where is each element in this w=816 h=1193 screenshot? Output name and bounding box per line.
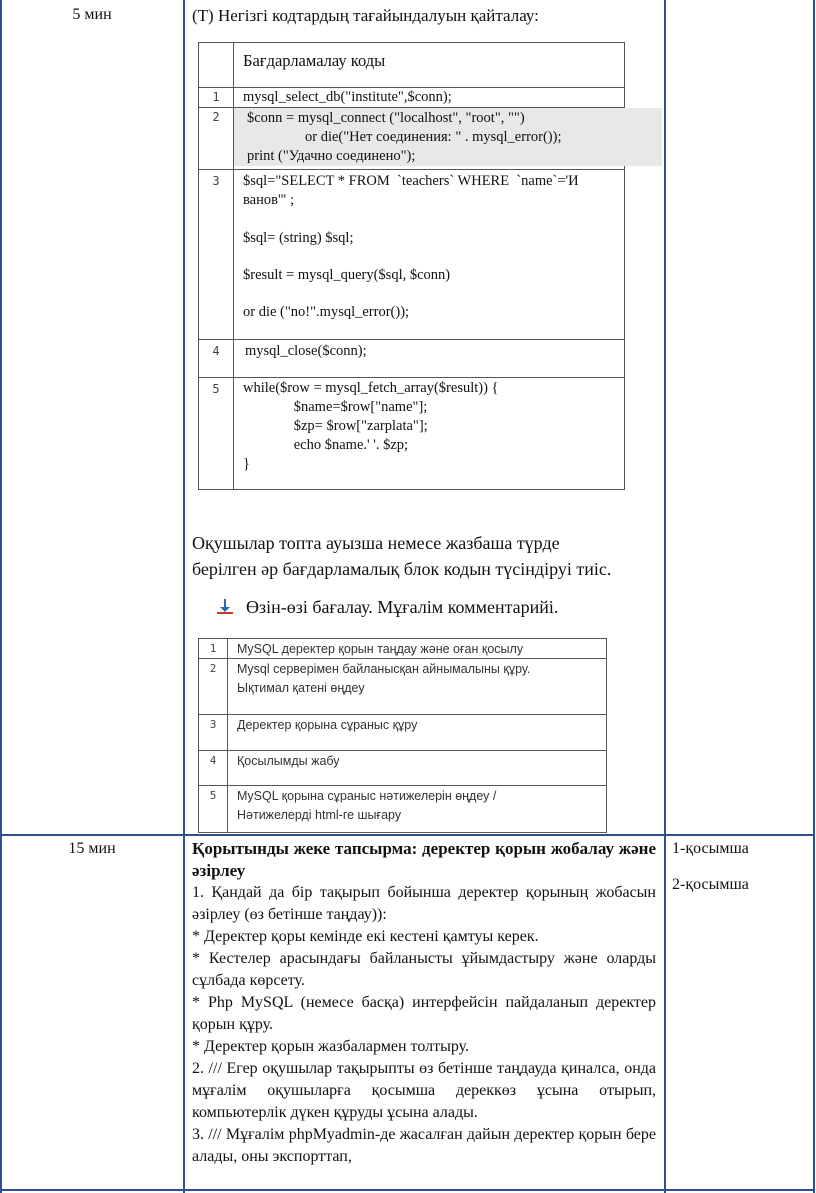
table-border-right bbox=[813, 0, 815, 1193]
code-line: $zp= $row["zarplata"]; bbox=[243, 418, 428, 434]
code-line: $conn = mysql_connect ("localhost", "root", "") bbox=[247, 110, 525, 126]
task-paragraph: 3. /// Мұғалім phpMyadmin-де жасалған дайын деректер қорын бере алады, оны экспорттап, bbox=[192, 1126, 656, 1165]
code-row-number: 3 bbox=[212, 174, 220, 188]
table-border-bottom bbox=[0, 1189, 815, 1191]
answer-line: Қосылымды жабу bbox=[237, 754, 340, 768]
task-paragraph: * Деректер қорын жазбалармен толтыру. bbox=[192, 1038, 470, 1055]
code-line: while($row = mysql_fetch_array($result)) { bbox=[243, 380, 499, 396]
table-border-col1 bbox=[183, 0, 185, 1193]
answer-row-number: 3 bbox=[209, 718, 217, 731]
code-row-number: 2 bbox=[212, 110, 220, 124]
answer-line: MySQL қорына сұраныс нәтижелерін өңдеу / bbox=[237, 789, 497, 803]
code-table-header: Бағдарламалау коды bbox=[243, 51, 386, 70]
task-paragraph: * Деректер қоры кемінде екі кестені қамтуы керек. bbox=[192, 928, 539, 945]
time-cell: 15 мин bbox=[68, 840, 116, 857]
code-row-number: 5 bbox=[212, 382, 220, 396]
resource-link: 1-қосымша bbox=[672, 840, 749, 857]
code-line: } bbox=[243, 456, 250, 472]
task-content bbox=[192, 838, 656, 1168]
table-border-left bbox=[0, 0, 2, 1193]
code-line: or die ("no!".mysql_error()); bbox=[243, 304, 410, 320]
task-paragraph: * Кестелер арасындағы байланысты ұйымдастыру және оларды сұлбада көрсету. bbox=[192, 950, 656, 989]
code-line: mysql_select_db("institute",$conn); bbox=[243, 89, 452, 105]
task-paragraph: * Php MySQL (немесе басқа) интерфейсін пайдаланып деректер қорын құру. bbox=[192, 994, 656, 1033]
instruction-line: берілген әр бағдарламалық блок кодын түсіндіруі тиіс. bbox=[192, 559, 612, 579]
code-line: echo $name.' '. $zp; bbox=[243, 437, 409, 453]
answer-table bbox=[198, 638, 607, 833]
answer-line: Mysql серверімен байланысқан айнымалыны құру. bbox=[237, 662, 531, 676]
code-line: or die("Нет соединения: " . mysql_error()); bbox=[247, 129, 562, 145]
answer-row-number: 2 bbox=[209, 662, 217, 675]
answer-line: Деректер қорына сұраныс құру bbox=[237, 718, 418, 732]
task-paragraph: 2. /// Егер оқушылар тақырыпты өз бетінше таңдауда қиналса, онда мұғалім оқушыларға қосымша дереккөз ұсына отырып, компьютерлік дүкен құруды ұсына алады. bbox=[192, 1060, 656, 1121]
code-line: $sql="SELECT * FROM `teachers` WHERE `name`='И bbox=[243, 173, 579, 189]
code-line: $name=$row["name"]; bbox=[243, 399, 428, 415]
code-row-number: 1 bbox=[212, 90, 220, 104]
code-line: $result = mysql_query($sql, $conn) bbox=[243, 267, 451, 283]
code-table bbox=[198, 42, 625, 490]
task-title: Қорытынды жеке тапсырма: деректер қорын жобалау және әзірлеу bbox=[192, 839, 656, 880]
instruction-line: Оқушылар топта ауызша немесе жазбаша түрде bbox=[192, 533, 560, 553]
answer-row-number: 5 bbox=[209, 789, 217, 802]
resource-link: 2-қосымша bbox=[672, 876, 749, 893]
table-border-col2 bbox=[664, 0, 666, 1193]
stage-title: (Т) Негізгі кодтардың тағайындалуын қайталау: bbox=[192, 6, 539, 25]
row-divider bbox=[0, 834, 815, 836]
answer-line: Ықтимал қатені өңдеу bbox=[237, 681, 365, 695]
task-paragraph: 1. Қандай да бір тақырып бойынша деректер қорының жобасын әзірлеу (өз бетінше таңдау)): bbox=[192, 884, 656, 923]
answer-row-number: 1 bbox=[209, 642, 217, 655]
answer-line: MySQL деректер қорын таңдау және оған қосылу bbox=[237, 642, 524, 656]
answer-line: Нәтижелерді html-ге шығару bbox=[237, 808, 402, 822]
code-line: ванов'" ; bbox=[243, 192, 295, 208]
time-cell: 5 мин bbox=[72, 6, 112, 23]
code-row-number: 4 bbox=[212, 344, 220, 358]
code-line: print ("Удачно соединено"); bbox=[247, 148, 416, 164]
self-assessment-label: Өзін-өзі бағалау. Мұғалім комментарийі. bbox=[246, 597, 559, 617]
answer-row-number: 4 bbox=[209, 754, 217, 767]
code-line: mysql_close($conn); bbox=[245, 343, 367, 359]
arrow-down-icon bbox=[214, 597, 236, 617]
code-line: $sql= (string) $sql; bbox=[243, 230, 354, 246]
